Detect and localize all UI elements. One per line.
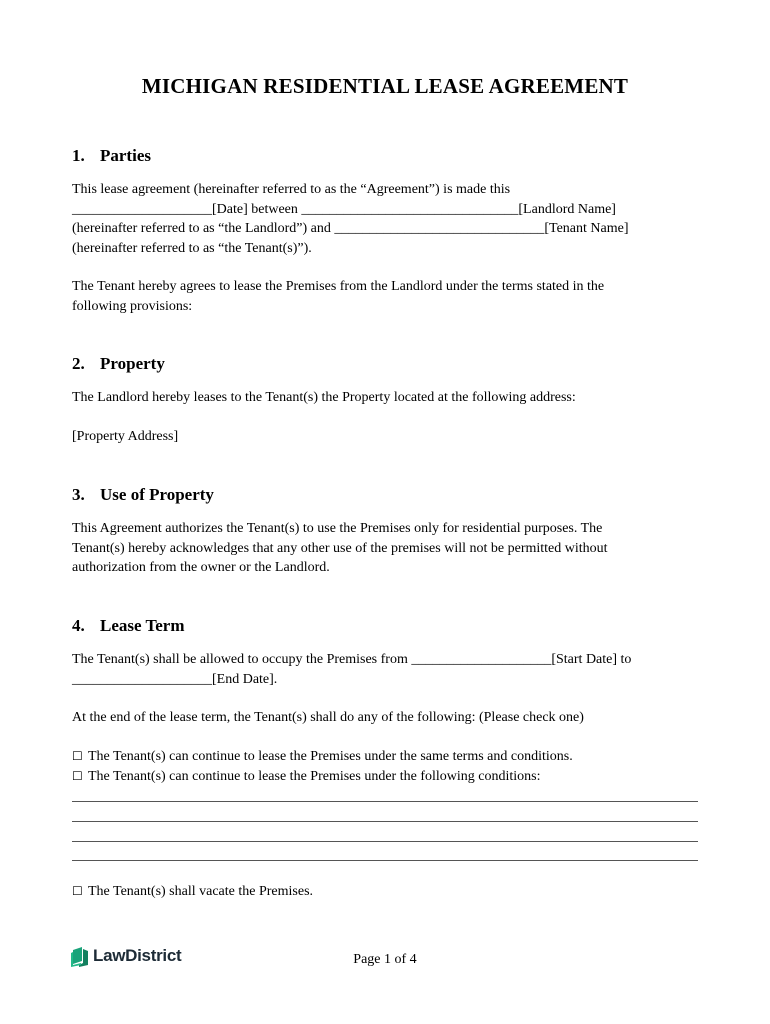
conditions-blank-line[interactable] (72, 821, 698, 822)
paragraph-line: The Landlord hereby leases to the Tenant(s) the Property located at the following address: (72, 390, 576, 405)
paragraph-line: This lease agreement (hereinafter referred to as the “Agreement”) is made this (72, 182, 511, 197)
paragraph-line: (hereinafter referred to as “the Landlord”) and ______________________________[Tenant Name] (72, 221, 629, 236)
paragraph-line: This Agreement authorizes the Tenant(s) to use the Premises only for residential purposes. The (72, 521, 603, 536)
section-title: Lease Term (100, 616, 185, 635)
option-label: The Tenant(s) can continue to lease the Premises under the same terms and conditions. (88, 749, 573, 764)
logo-text: LawDistrict (93, 946, 182, 965)
paragraph-line: ____________________[End Date]. (72, 671, 278, 687)
paragraph-line: The Tenant(s) shall be allowed to occupy the Premises from ____________________[Start Date] to (72, 652, 632, 667)
lease-option-following-conditions[interactable] (72, 767, 702, 787)
option-label: The Tenant(s) can continue to lease the Premises under the following conditions: (88, 768, 541, 784)
paragraph-line: (hereinafter referred to as “the Tenant(s)”). (72, 240, 312, 256)
section-title: Parties (100, 146, 151, 165)
conditions-blank-line[interactable] (72, 860, 698, 861)
section-heading-use-of-property (72, 485, 214, 505)
section-title: Property (100, 354, 165, 373)
section-heading-lease-term (72, 616, 185, 636)
checkbox-icon[interactable]: ☐ (72, 884, 83, 898)
paragraph-line: authorization from the owner or the Landlord. (72, 560, 330, 575)
paragraph-line: The Tenant hereby agrees to lease the Premises from the Landlord under the terms stated in the (72, 279, 605, 294)
section-heading-parties (72, 146, 151, 166)
lease-option-vacate[interactable] (72, 882, 702, 902)
paragraph-line: following provisions: (72, 298, 193, 314)
paragraph-line: ____________________[Date] between _______________________________[Landlord Name] (72, 201, 616, 217)
paragraph-line: Tenant(s) hereby acknowledges that any other use of the premises will not be permitted without (72, 540, 608, 556)
lease-option-same-terms[interactable] (72, 747, 702, 767)
checkbox-icon[interactable]: ☐ (72, 768, 83, 783)
page-number: Page 1 of 4 (353, 952, 417, 967)
checkbox-icon[interactable]: ☐ (72, 749, 83, 763)
section-number: 4. (72, 616, 85, 635)
section-number: 3. (72, 485, 85, 504)
property-address-placeholder: [Property Address] (72, 429, 179, 444)
section-title: Use of Property (100, 485, 214, 504)
paragraph-line: At the end of the lease term, the Tenant(s) shall do any of the following: (Please check one) (72, 710, 584, 725)
document-title: MICHIGAN RESIDENTIAL LEASE AGREEMENT (141, 74, 629, 98)
section-heading-property (72, 354, 165, 374)
conditions-blank-line[interactable] (72, 841, 698, 842)
option-label: The Tenant(s) shall vacate the Premises. (88, 884, 314, 899)
section-number: 2. (72, 354, 85, 373)
conditions-blank-line[interactable] (72, 801, 698, 802)
section-number: 1. (72, 146, 85, 165)
